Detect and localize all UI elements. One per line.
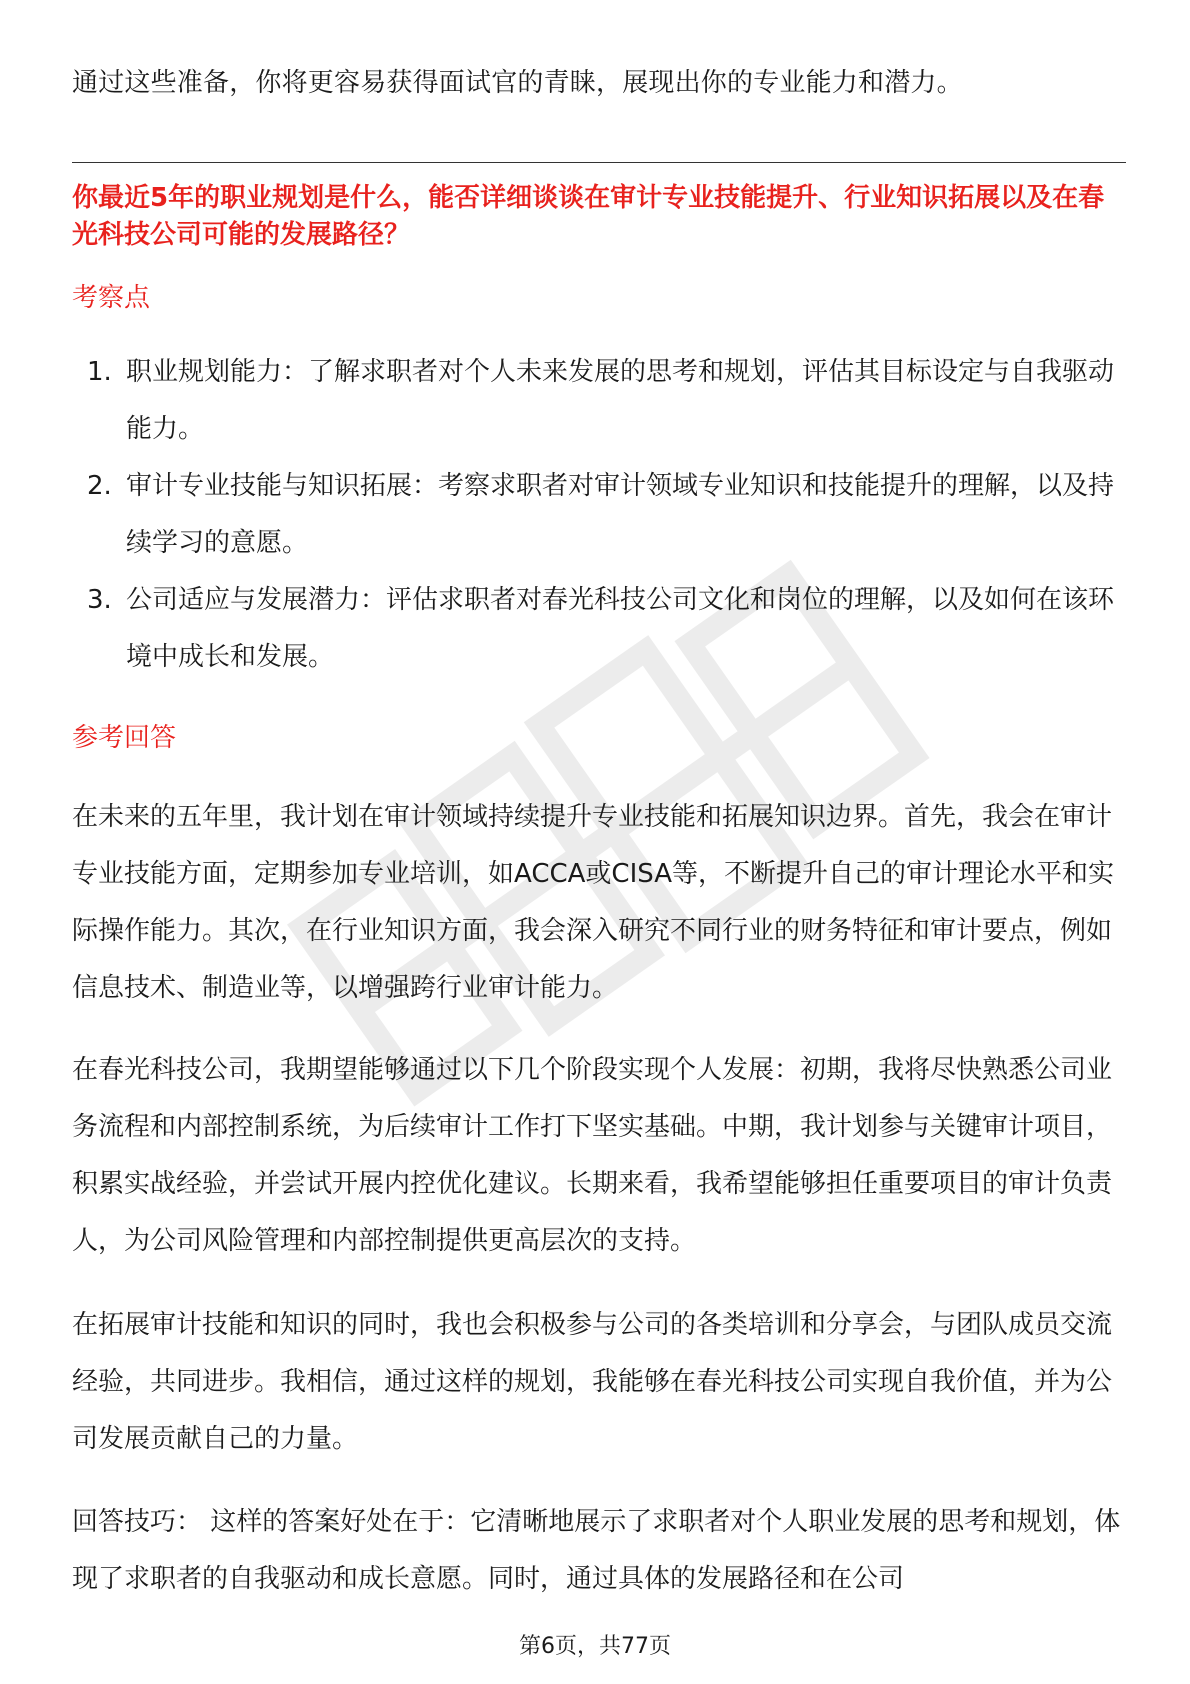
list-number: 1.	[87, 357, 112, 387]
answer-paragraph: 在未来的五年里，我计划在审计领域持续提升专业技能和拓展知识边界。首先，我会在审计专业技能方面，定期参加专业培训，如ACCA或CISA等，不断提升自己的审计理论水平和实际操作能力。其次，在行业知识方面，我会深入研究不同行业的财务特征和审计要点，例如信息技术、制造业等，以增强跨行业审计能力。	[72, 802, 1115, 1003]
list-number: 2.	[87, 471, 112, 501]
list-item	[72, 344, 1126, 458]
list-item	[72, 458, 1126, 572]
points-list	[72, 344, 1126, 686]
tips-paragraph: 回答技巧： 这样的答案好处在于：它清晰地展示了求职者对个人职业发展的思考和规划，体现了求职者的自我驱动和成长意愿。同时，通过具体的发展路径和在公司	[72, 1507, 1121, 1594]
list-text: 公司适应与发展潜力：评估求职者对春光科技公司文化和岗位的理解，以及如何在该环境中成长和发展。	[126, 585, 1115, 672]
list-item	[72, 572, 1126, 686]
answer-title: 参考回答	[72, 723, 177, 753]
document-page	[72, 0, 1126, 1684]
points-title: 考察点	[72, 283, 151, 313]
answer-paragraph: 在春光科技公司，我期望能够通过以下几个阶段实现个人发展：初期，我将尽快熟悉公司业务流程和内部控制系统，为后续审计工作打下坚实基础。中期，我计划参与关键审计项目，积累实战经验，并尝试开展内控优化建议。长期来看，我希望能够担任重要项目的审计负责人，为公司风险管理和内部控制提供更高层次的支持。	[72, 1055, 1113, 1256]
answer-paragraph: 在拓展审计技能和知识的同时，我也会积极参与公司的各类培训和分享会，与团队成员交流经验，共同进步。我相信，通过这样的规划，我能够在春光科技公司实现自我价值，并为公司发展贡献自己的力量。	[72, 1310, 1113, 1454]
divider	[72, 162, 1126, 163]
page-footer: 第6页，共77页	[519, 1634, 671, 1659]
list-text: 审计专业技能与知识拓展：考察求职者对审计领域专业知识和技能提升的理解，以及持续学习的意愿。	[126, 471, 1115, 558]
question-heading: 你最近5年的职业规划是什么，能否详细谈谈在审计专业技能提升、行业知识拓展以及在春光科技公司可能的发展路径？	[72, 183, 1105, 250]
list-number: 3.	[87, 585, 112, 615]
list-text: 职业规划能力：了解求职者对个人未来发展的思考和规划，评估其目标设定与自我驱动能力。	[126, 357, 1115, 444]
intro-text: 通过这些准备，你将更容易获得面试官的青睐，展现出你的专业能力和潜力。	[72, 68, 963, 98]
